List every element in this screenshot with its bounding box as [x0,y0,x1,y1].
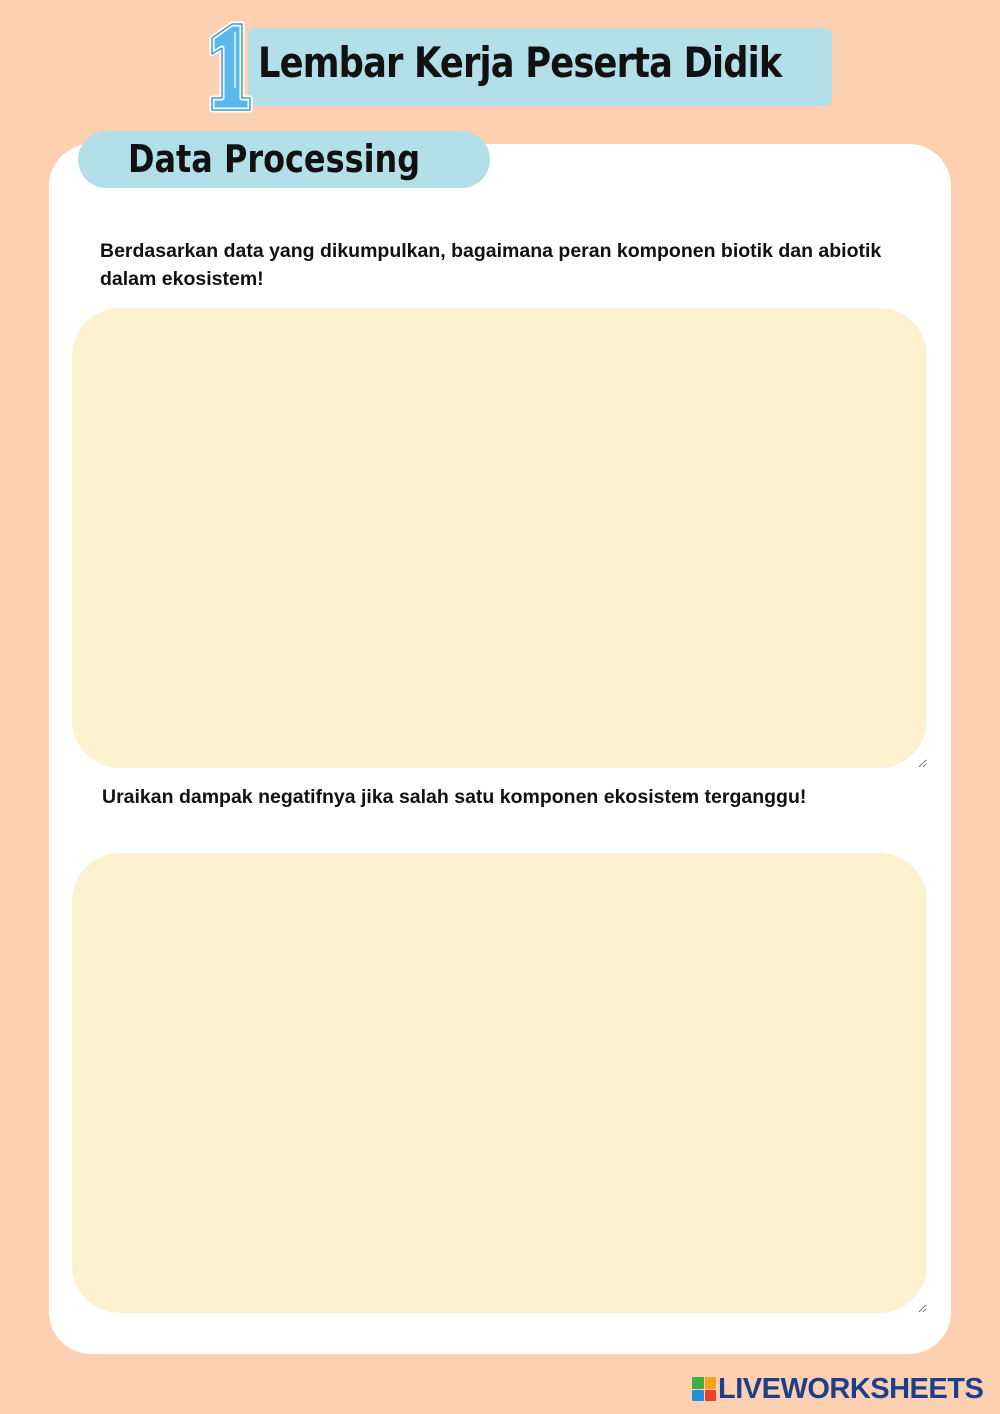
logo-tile-v [692,1390,704,1402]
logo-tile-l [692,1377,704,1389]
logo-tile-e [705,1390,717,1402]
number-one-badge-icon [198,18,256,114]
answer-1-field[interactable] [72,308,927,768]
section-title: Data Processing [128,137,421,181]
brand-name: LIVEWORKSHEETS [718,1372,984,1405]
liveworksheets-brand [692,1374,983,1404]
question-1-text: Berdasarkan data yang dikumpulkan, bagaimana peran komponen biotik dan abiotik dalam ekosistem! [100,240,882,290]
question-2-text: Uraikan dampak negatifnya jika salah satu komponen ekosistem terganggu! [102,786,807,808]
answer-2-field[interactable] [72,853,927,1313]
liveworksheets-logo-icon [692,1377,716,1401]
logo-tile-i [705,1377,717,1389]
page-title: Lembar Kerja Peserta Didik [258,38,782,87]
